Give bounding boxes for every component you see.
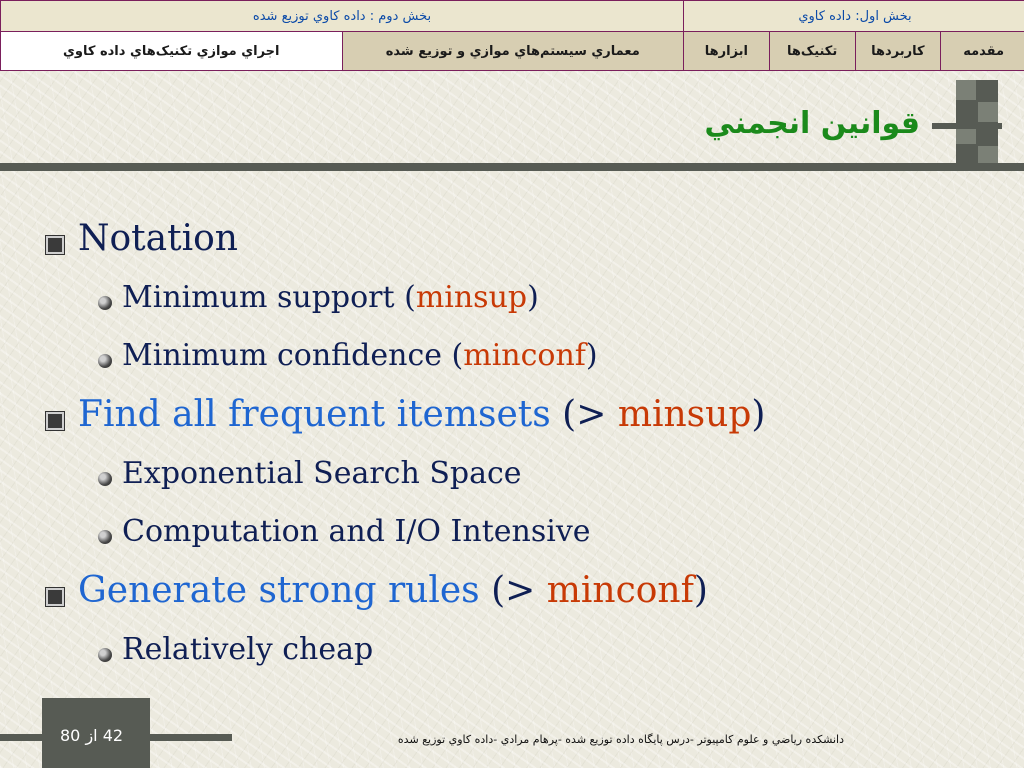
- round-bullet-icon: [98, 354, 112, 368]
- tab-parallel-execution[interactable]: اجراي موازي تکنيک‌هاي داده کاوي: [1, 32, 343, 71]
- slide-title: قوانين انجمني: [704, 106, 920, 141]
- round-bullet-icon: [98, 296, 112, 310]
- list-item: [46, 336, 946, 394]
- square-bullet-icon: [46, 412, 64, 430]
- item-text: Minimum confidence (minconf): [122, 338, 598, 373]
- list-item: [46, 630, 946, 688]
- page-number-box: [42, 698, 150, 768]
- list-item: [46, 570, 946, 630]
- list-item: [46, 218, 946, 278]
- item-text: Generate strong rules (> minconf): [78, 570, 708, 611]
- round-bullet-icon: [98, 530, 112, 544]
- tab-applications[interactable]: کاربردها: [855, 32, 941, 71]
- list-item: [46, 394, 946, 454]
- list-item: [46, 512, 946, 570]
- tab-introduction[interactable]: مقدمه: [941, 32, 1024, 71]
- nav-part1[interactable]: بخش اول: داده کاوي: [684, 1, 1024, 32]
- item-text: Minimum support (minsup): [122, 280, 539, 315]
- navigation-table: [0, 0, 1024, 71]
- header-divider: [0, 163, 1024, 171]
- square-bullet-icon: [46, 236, 64, 254]
- tab-techniques[interactable]: تکنيک‌ها: [769, 32, 855, 71]
- item-text: Computation and I/O Intensive: [122, 514, 591, 549]
- item-text: Notation: [78, 218, 238, 259]
- round-bullet-icon: [98, 648, 112, 662]
- item-text: Find all frequent itemsets (> minsup): [78, 394, 766, 435]
- list-item: [46, 278, 946, 336]
- bullet-list: [46, 218, 946, 688]
- nav-part2[interactable]: بخش دوم : داده کاوي توزيع شده: [1, 1, 684, 32]
- footer-text: دانشکده رياضي و علوم کامپيوتر -درس پايگاه داده توزيع شده -پرهام مرادي -داده کاوي توزيع شده: [397, 733, 844, 746]
- item-text: Relatively cheap: [122, 632, 374, 667]
- item-text: Exponential Search Space: [122, 456, 522, 491]
- tab-architecture[interactable]: معماري سيستم‌هاي موازي و توزيع شده: [342, 32, 684, 71]
- round-bullet-icon: [98, 472, 112, 486]
- square-bullet-icon: [46, 588, 64, 606]
- tab-tools[interactable]: ابزارها: [684, 32, 770, 71]
- list-item: [46, 454, 946, 512]
- page-number: 42 از 80: [60, 726, 124, 745]
- title-bar-line: [932, 123, 1002, 129]
